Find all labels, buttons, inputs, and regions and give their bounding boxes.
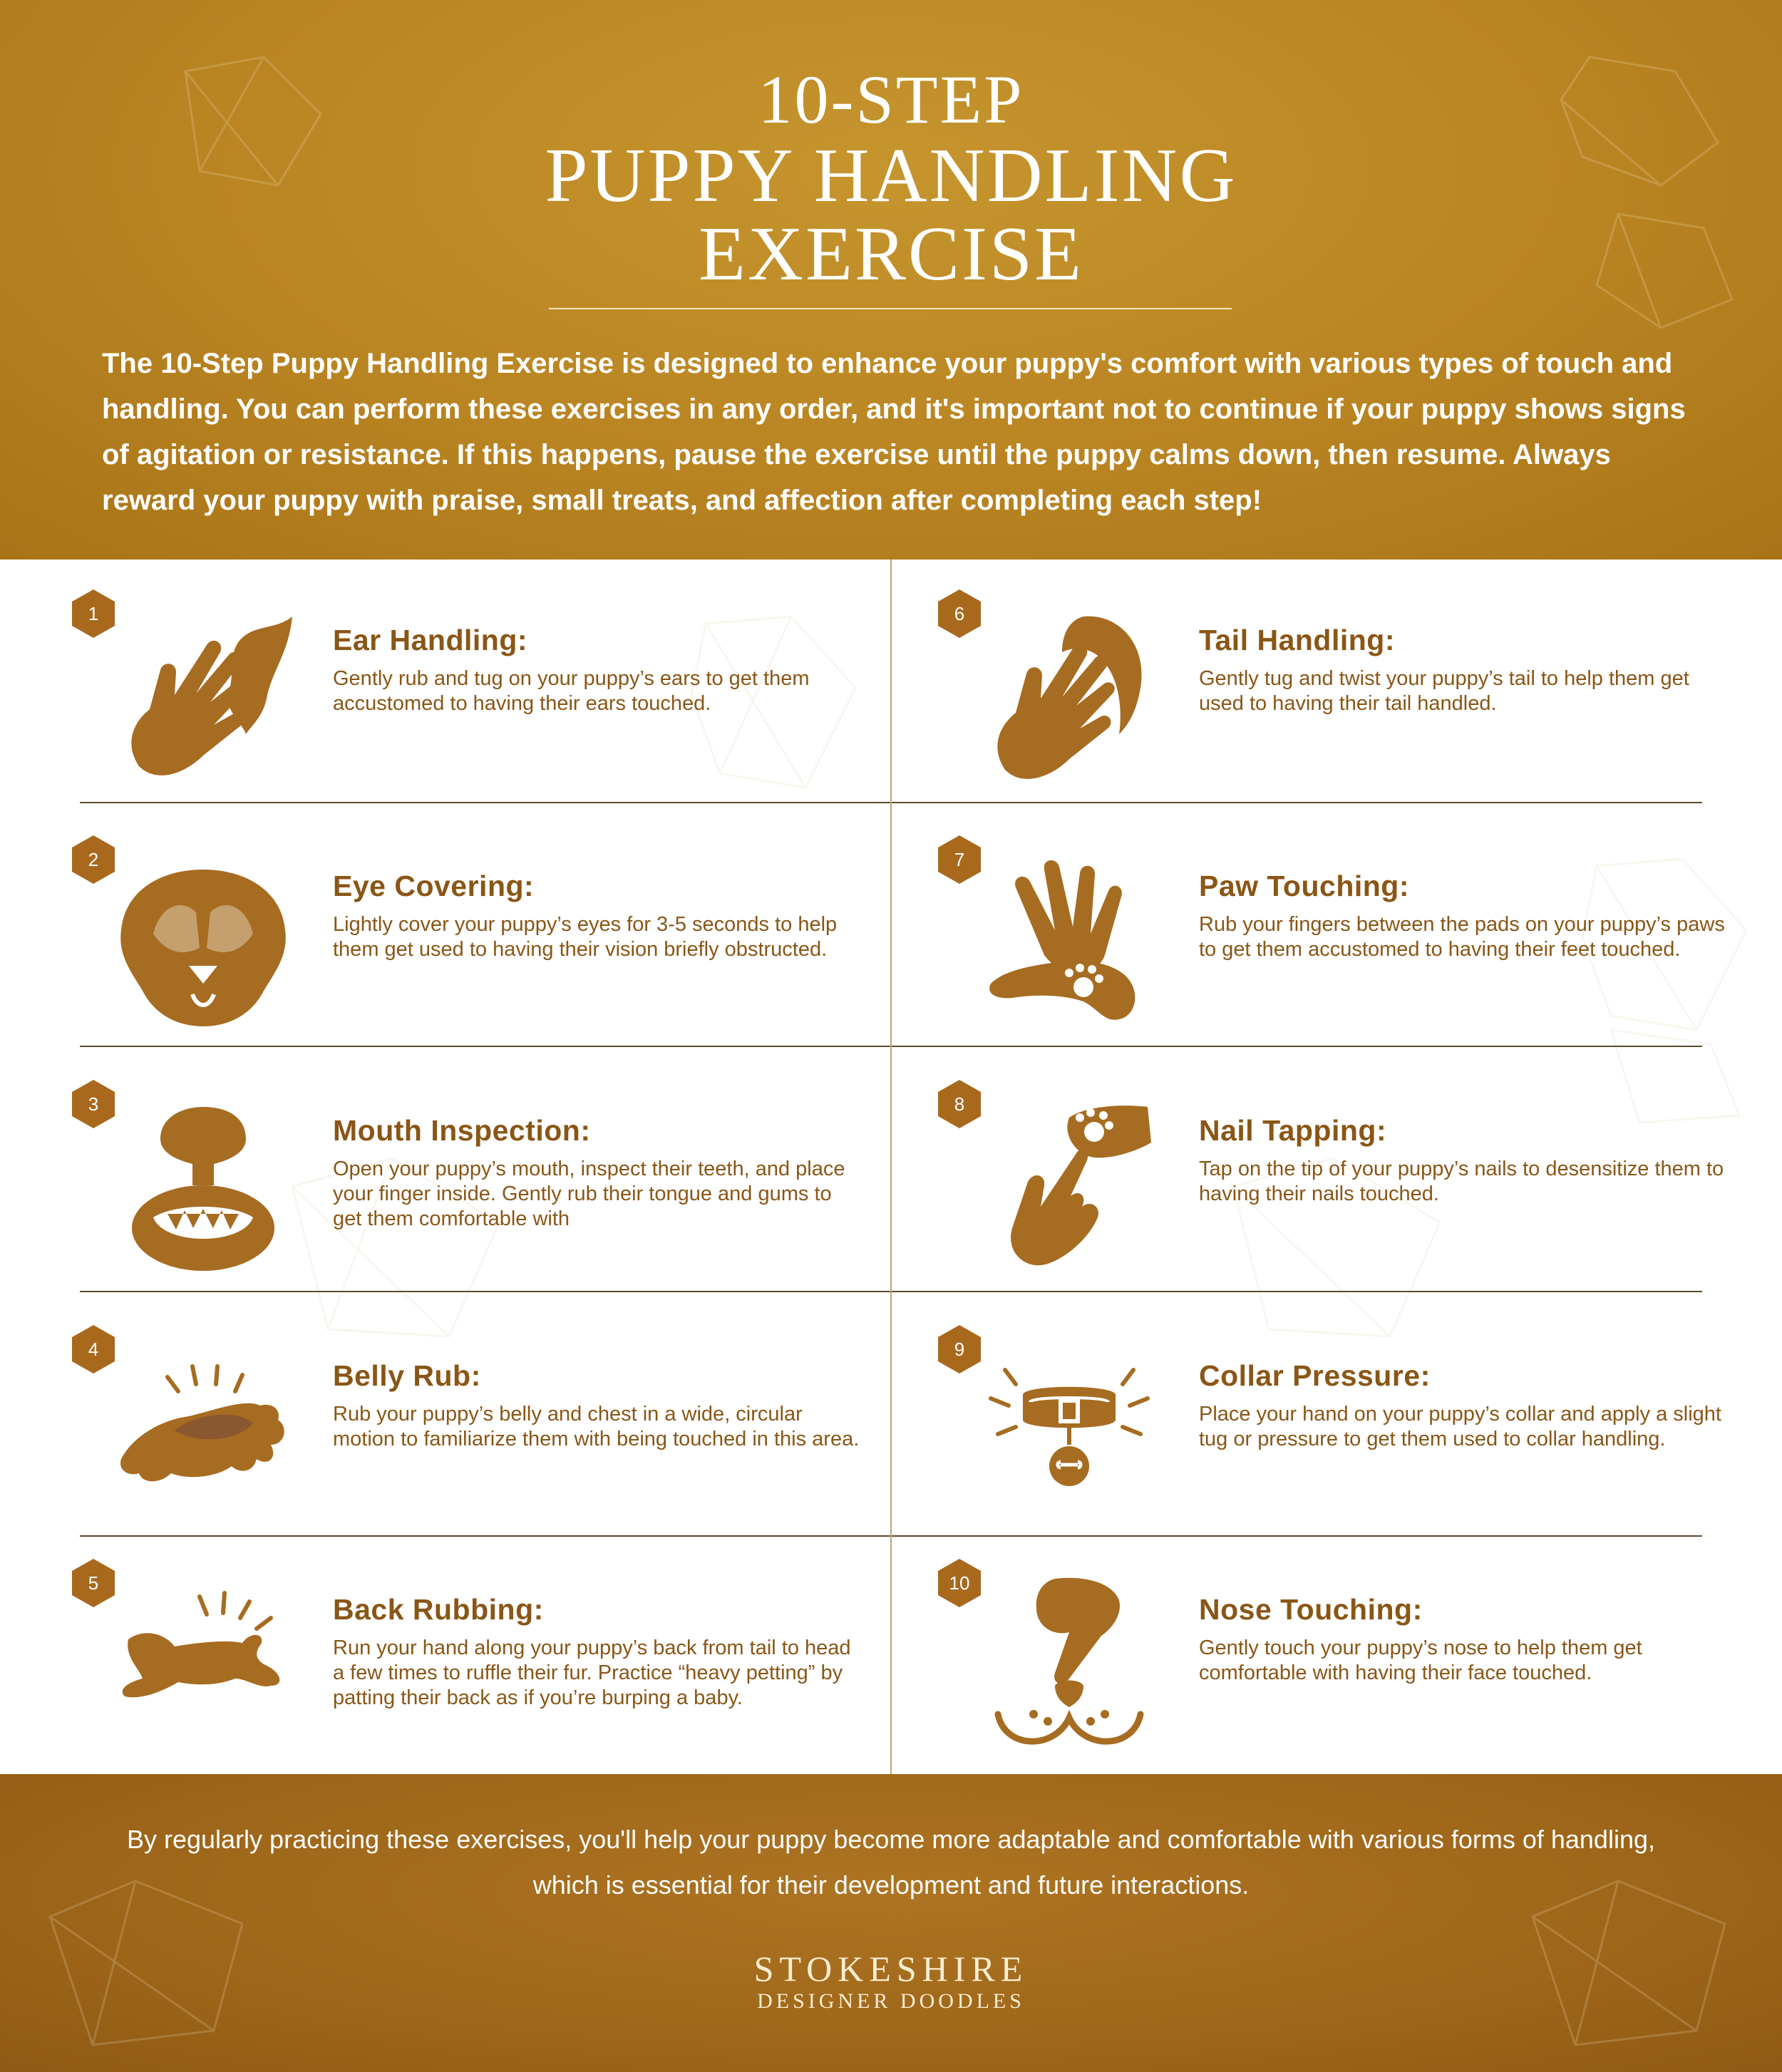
step-number: 6: [954, 603, 965, 624]
step-description: Gently rub and tug on your puppy’s ears to get them accustomed to having their ears touched.: [333, 667, 810, 715]
step-number: 7: [954, 849, 965, 870]
step-number: 1: [88, 603, 99, 624]
dog-back-icon: [110, 1572, 296, 1757]
step-description: Rub your fingers between the pads on your puppy’s paws to get them accustomed to having their feet touched.: [1199, 913, 1725, 961]
step-title: Mouth Inspection:: [333, 1114, 591, 1147]
title-line-1: 10-STEP: [758, 61, 1024, 138]
step-card-3: [68, 1078, 880, 1321]
step-card-8: [934, 1078, 1746, 1321]
step-number: 3: [88, 1093, 99, 1115]
open-mouth-icon: [110, 1093, 296, 1278]
step-description: Lightly cover your puppy’s eyes for 3-5 seconds to help them get used to having their vision briefly obstructed.: [333, 913, 838, 961]
step-description: Gently tug and twist your puppy’s tail to help them get used to having their tail handled.: [1199, 667, 1689, 715]
steps-section: [0, 560, 1782, 1774]
page-title: [0, 61, 1782, 297]
step-card-4: [68, 1324, 880, 1566]
outro-paragraph: By regularly practicing these exercises, you'll help your puppy become more adaptable and comfortable with various forms of handling, which is essential for their development and future interactions.: [126, 1825, 1655, 1900]
step-title: Eye Covering:: [333, 870, 535, 902]
step-title: Nose Touching:: [1199, 1593, 1423, 1626]
step-description: Gently touch your puppy’s nose to help them get comfortable with having their face touched.: [1199, 1637, 1642, 1684]
hand-paw-icon: [977, 848, 1162, 1034]
step-title: Collar Pressure:: [1199, 1359, 1431, 1392]
step-title: Back Rubbing:: [333, 1593, 544, 1626]
step-description: Place your hand on your puppy’s collar and apply a slight tug or pressure to get them used to collar handling.: [1199, 1403, 1721, 1450]
step-number: 9: [954, 1339, 965, 1360]
step-card-9: [934, 1324, 1746, 1566]
step-title: Nail Tapping:: [1199, 1114, 1387, 1147]
step-description: Open your puppy’s mouth, inspect their teeth, and place your finger inside. Gently rub their tongue and gums to get them comfortable with: [333, 1158, 845, 1230]
step-title: Ear Handling:: [333, 624, 528, 656]
brand-logo: [0, 1949, 1782, 2014]
covered-eyes-dog-icon: [110, 848, 296, 1034]
step-number: 2: [88, 849, 99, 870]
step-card-7: [934, 834, 1746, 1076]
title-line-3: EXERCISE: [698, 212, 1083, 297]
step-number: 5: [88, 1572, 99, 1594]
column-divider: [890, 560, 892, 1774]
step-card-5: [68, 1557, 880, 1774]
brand-subtitle: DESIGNER DOODLES: [757, 1989, 1025, 2013]
step-number: 4: [88, 1339, 99, 1360]
step-title: Tail Handling:: [1199, 624, 1396, 656]
finger-nose-icon: [977, 1572, 1162, 1757]
step-card-10: [934, 1557, 1746, 1774]
title-divider: [549, 308, 1232, 309]
hand-tail-icon: [977, 602, 1162, 788]
dog-belly-icon: [110, 1338, 296, 1523]
brand-name: STOKESHIRE: [753, 1949, 1029, 1989]
step-description: Run your hand along your puppy’s back from tail to head a few times to ruffle their fur. Practice “heavy petting” by patting their back as if you’re burping a baby.: [333, 1637, 851, 1709]
step-card-6: [934, 588, 1746, 830]
step-number: 10: [949, 1572, 970, 1594]
step-card-2: [68, 834, 880, 1076]
step-number: 8: [954, 1093, 965, 1115]
finger-paw-icon: [977, 1093, 1162, 1278]
footer-banner: [0, 1774, 1782, 2072]
step-title: Paw Touching:: [1199, 870, 1410, 902]
collar-icon: [977, 1338, 1162, 1523]
step-description: Tap on the tip of your puppy’s nails to desensitize them to having their nails touched.: [1199, 1158, 1724, 1205]
step-card-1: [68, 588, 880, 830]
step-description: Rub your puppy’s belly and chest in a wide, circular motion to familiarize them with being touched in this area.: [333, 1403, 860, 1450]
hand-ear-icon: [110, 602, 296, 788]
header-banner: [0, 0, 1782, 560]
intro-paragraph: The 10-Step Puppy Handling Exercise is designed to enhance your puppy's comfort with various types of touch and handling. You can perform these exercises in any order, and it's important not to continue if your puppy shows signs of agitation or resistance. If this happens, pause the exercise until the puppy calms down, then resume. Always reward your puppy with praise, small treats, and affection after completing each step!: [102, 348, 1686, 516]
step-title: Belly Rub:: [333, 1359, 481, 1392]
title-line-2: PUPPY HANDLING: [545, 133, 1237, 218]
